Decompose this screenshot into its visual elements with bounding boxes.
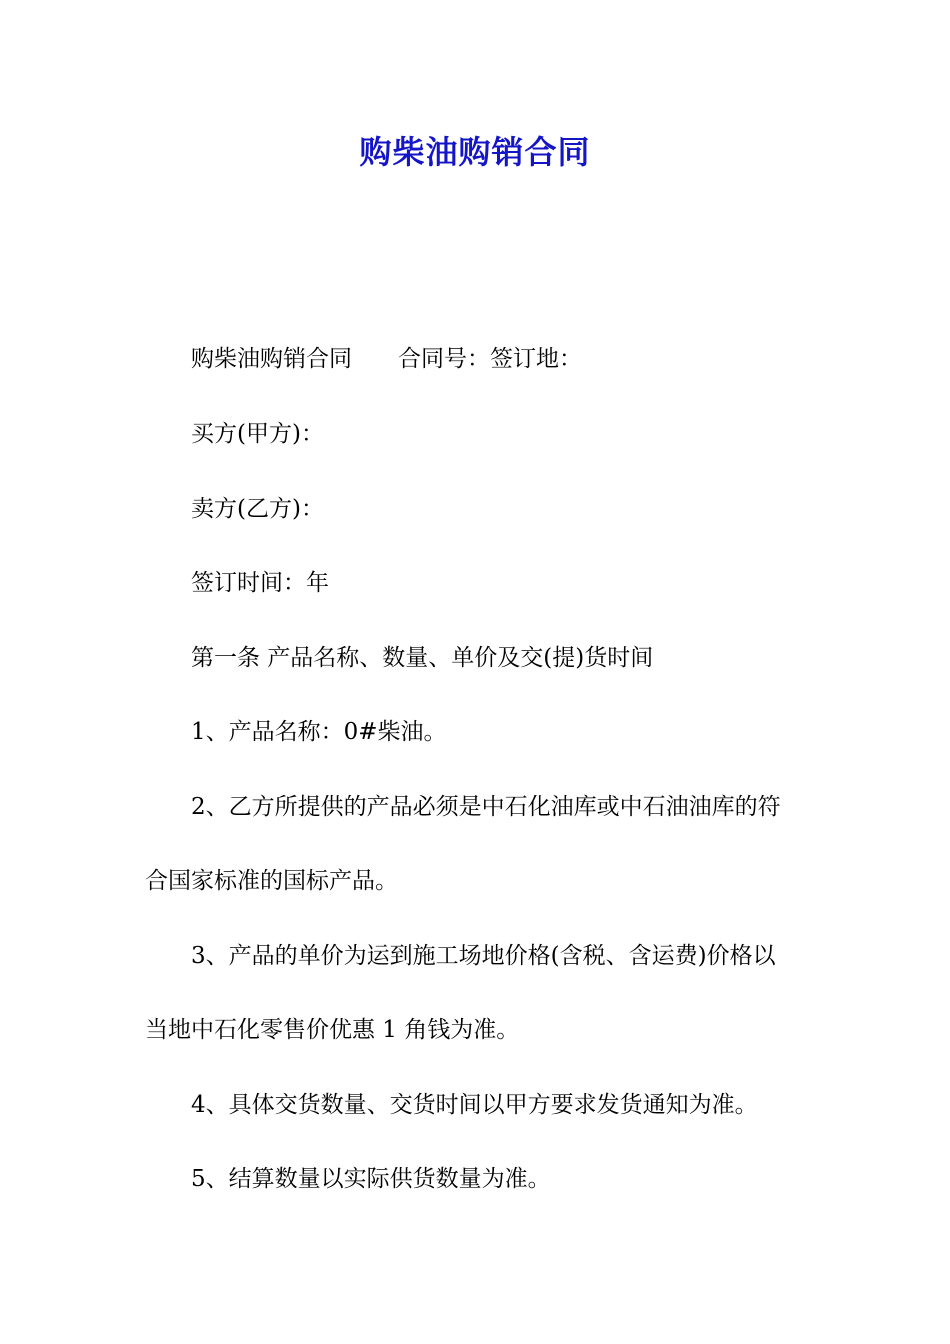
item-1: 1、产品名称：0#柴油。 bbox=[191, 719, 447, 745]
item-2-line-1: 2、乙方所提供的产品必须是中石化油库或中石油油库的符 bbox=[191, 794, 781, 820]
item-5: 5、结算数量以实际供货数量为准。 bbox=[191, 1166, 551, 1192]
sign-time-line: 签订时间：年 bbox=[191, 570, 329, 596]
document-title: 购柴油购销合同 bbox=[359, 133, 591, 171]
item-3-line-1: 3、产品的单价为运到施工场地价格(含税、含运费)价格以 bbox=[191, 943, 776, 969]
header-contract-no: 合同号：签订地： bbox=[398, 346, 582, 372]
header-line bbox=[145, 343, 871, 375]
item-4: 4、具体交货数量、交货时间以甲方要求发货通知为准。 bbox=[191, 1092, 758, 1118]
header-contract-name: 购柴油购销合同 bbox=[191, 346, 352, 372]
article1-heading: 第一条 产品名称、数量、单价及交(提)货时间 bbox=[191, 645, 654, 671]
item-2-line-2: 合国家标准的国标产品。 bbox=[145, 868, 398, 894]
buyer-line: 买方(甲方)： bbox=[191, 421, 324, 447]
item-3-line-2: 当地中石化零售价优惠 1 角钱为准。 bbox=[145, 1017, 520, 1043]
seller-line: 卖方(乙方)： bbox=[191, 496, 324, 522]
